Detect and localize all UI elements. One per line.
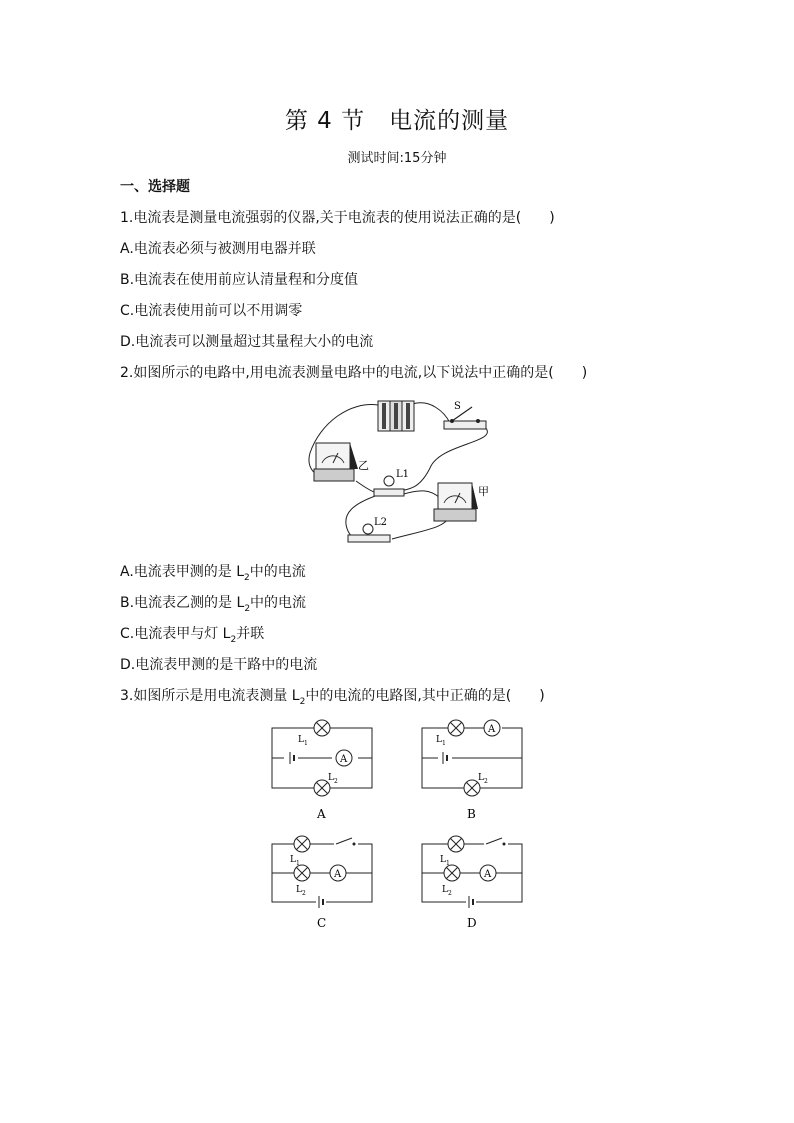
svg-text:1: 1 xyxy=(442,740,446,747)
circuit-a xyxy=(272,720,372,821)
q2-option-a-sub: 2 xyxy=(244,572,250,583)
svg-text:L: L xyxy=(442,885,448,895)
q2-option-b xyxy=(120,592,306,614)
svg-text:L: L xyxy=(296,885,302,895)
ammeter-yi-icon xyxy=(314,443,358,481)
q2-option-d xyxy=(120,654,317,674)
svg-text:L: L xyxy=(436,735,442,745)
section-heading: 一、选择题 xyxy=(120,179,190,195)
q2-option-b-tail: 中的电流 xyxy=(250,595,307,611)
svg-text:1: 1 xyxy=(304,740,308,747)
q2-option-b-sub: 2 xyxy=(244,603,251,614)
battery-icon xyxy=(378,401,414,431)
test-time: 测试时间:15分钟 xyxy=(347,151,447,166)
q2-option-c-tail: 并联 xyxy=(236,626,265,642)
q2-option-d-text: D.电流表甲测的是干路中的电流 xyxy=(120,657,318,673)
switch-label: S xyxy=(454,401,461,412)
svg-text:L: L xyxy=(440,855,446,865)
q2-option-a-text: A.电流表甲测的是 L xyxy=(120,564,245,580)
circuit-b-meter-label: A xyxy=(488,724,496,735)
svg-text:L: L xyxy=(478,773,484,783)
q1-option-c: C.电流表使用前可以不用调零 xyxy=(120,303,303,319)
svg-text:1: 1 xyxy=(446,860,450,867)
q2-option-b-text: B.电流表乙测的是 L xyxy=(120,595,245,611)
switch-icon xyxy=(444,407,486,429)
svg-text:2: 2 xyxy=(302,890,306,897)
q1-option-d: D.电流表可以测量超过其量程大小的电流 xyxy=(120,334,374,350)
ammeter-jia-icon xyxy=(434,483,478,521)
q2-option-a xyxy=(120,561,306,583)
svg-text:2: 2 xyxy=(484,778,488,785)
q2-stem: 2.如图所示的电路中,用电流表测量电路中的电流,以下说法中正确的是( ) xyxy=(120,365,588,381)
circuit-b-label: B xyxy=(467,807,476,821)
circuit-d-label: D xyxy=(467,916,477,930)
q1-stem: 1.电流表是测量电流强弱的仪器,关于电流表的使用说法正确的是( ) xyxy=(120,210,555,226)
circuit-a-label: A xyxy=(317,807,326,821)
circuit-d xyxy=(422,836,522,930)
page-title: 第 4 节 电流的测量 xyxy=(284,108,510,134)
q3-circuit-diagrams xyxy=(262,716,532,936)
bulb-l1-label: L1 xyxy=(396,469,410,480)
circuit-b xyxy=(422,720,522,821)
q2-circuit-figure xyxy=(300,393,500,553)
svg-text:1: 1 xyxy=(296,860,300,867)
q2-option-c-text: C.电流表甲与灯 L xyxy=(120,626,231,642)
circuit-a-meter-label: A xyxy=(340,754,348,765)
q2-option-c-sub: 2 xyxy=(230,634,237,645)
q1-option-b: B.电流表在使用前应认清量程和分度值 xyxy=(120,272,359,288)
svg-text:L: L xyxy=(328,773,334,783)
ammeter-jia-label: 甲 xyxy=(478,485,489,498)
ammeter-yi-label: 乙 xyxy=(358,459,369,472)
bulb-l2-label: L2 xyxy=(374,517,388,528)
circuit-c xyxy=(272,836,372,930)
q3-stem-tail: 中的电流的电路图,其中正确的是( ) xyxy=(305,688,545,704)
svg-text:2: 2 xyxy=(334,778,338,785)
svg-text:L: L xyxy=(290,855,296,865)
q1-option-a: A.电流表必须与被测用电器并联 xyxy=(120,241,316,257)
svg-text:L: L xyxy=(298,735,304,745)
q3-stem-text: 3.如图所示是用电流表测量 L xyxy=(120,688,300,704)
circuit-c-meter-label: A xyxy=(334,869,342,880)
q3-stem-sub: 2 xyxy=(299,696,306,707)
q2-option-a-tail: 中的电流 xyxy=(249,564,306,580)
q3-stem xyxy=(120,685,545,707)
circuit-d-meter-label: A xyxy=(484,869,492,880)
svg-text:2: 2 xyxy=(448,890,452,897)
q2-option-c xyxy=(120,623,264,645)
circuit-c-label: C xyxy=(317,916,327,930)
